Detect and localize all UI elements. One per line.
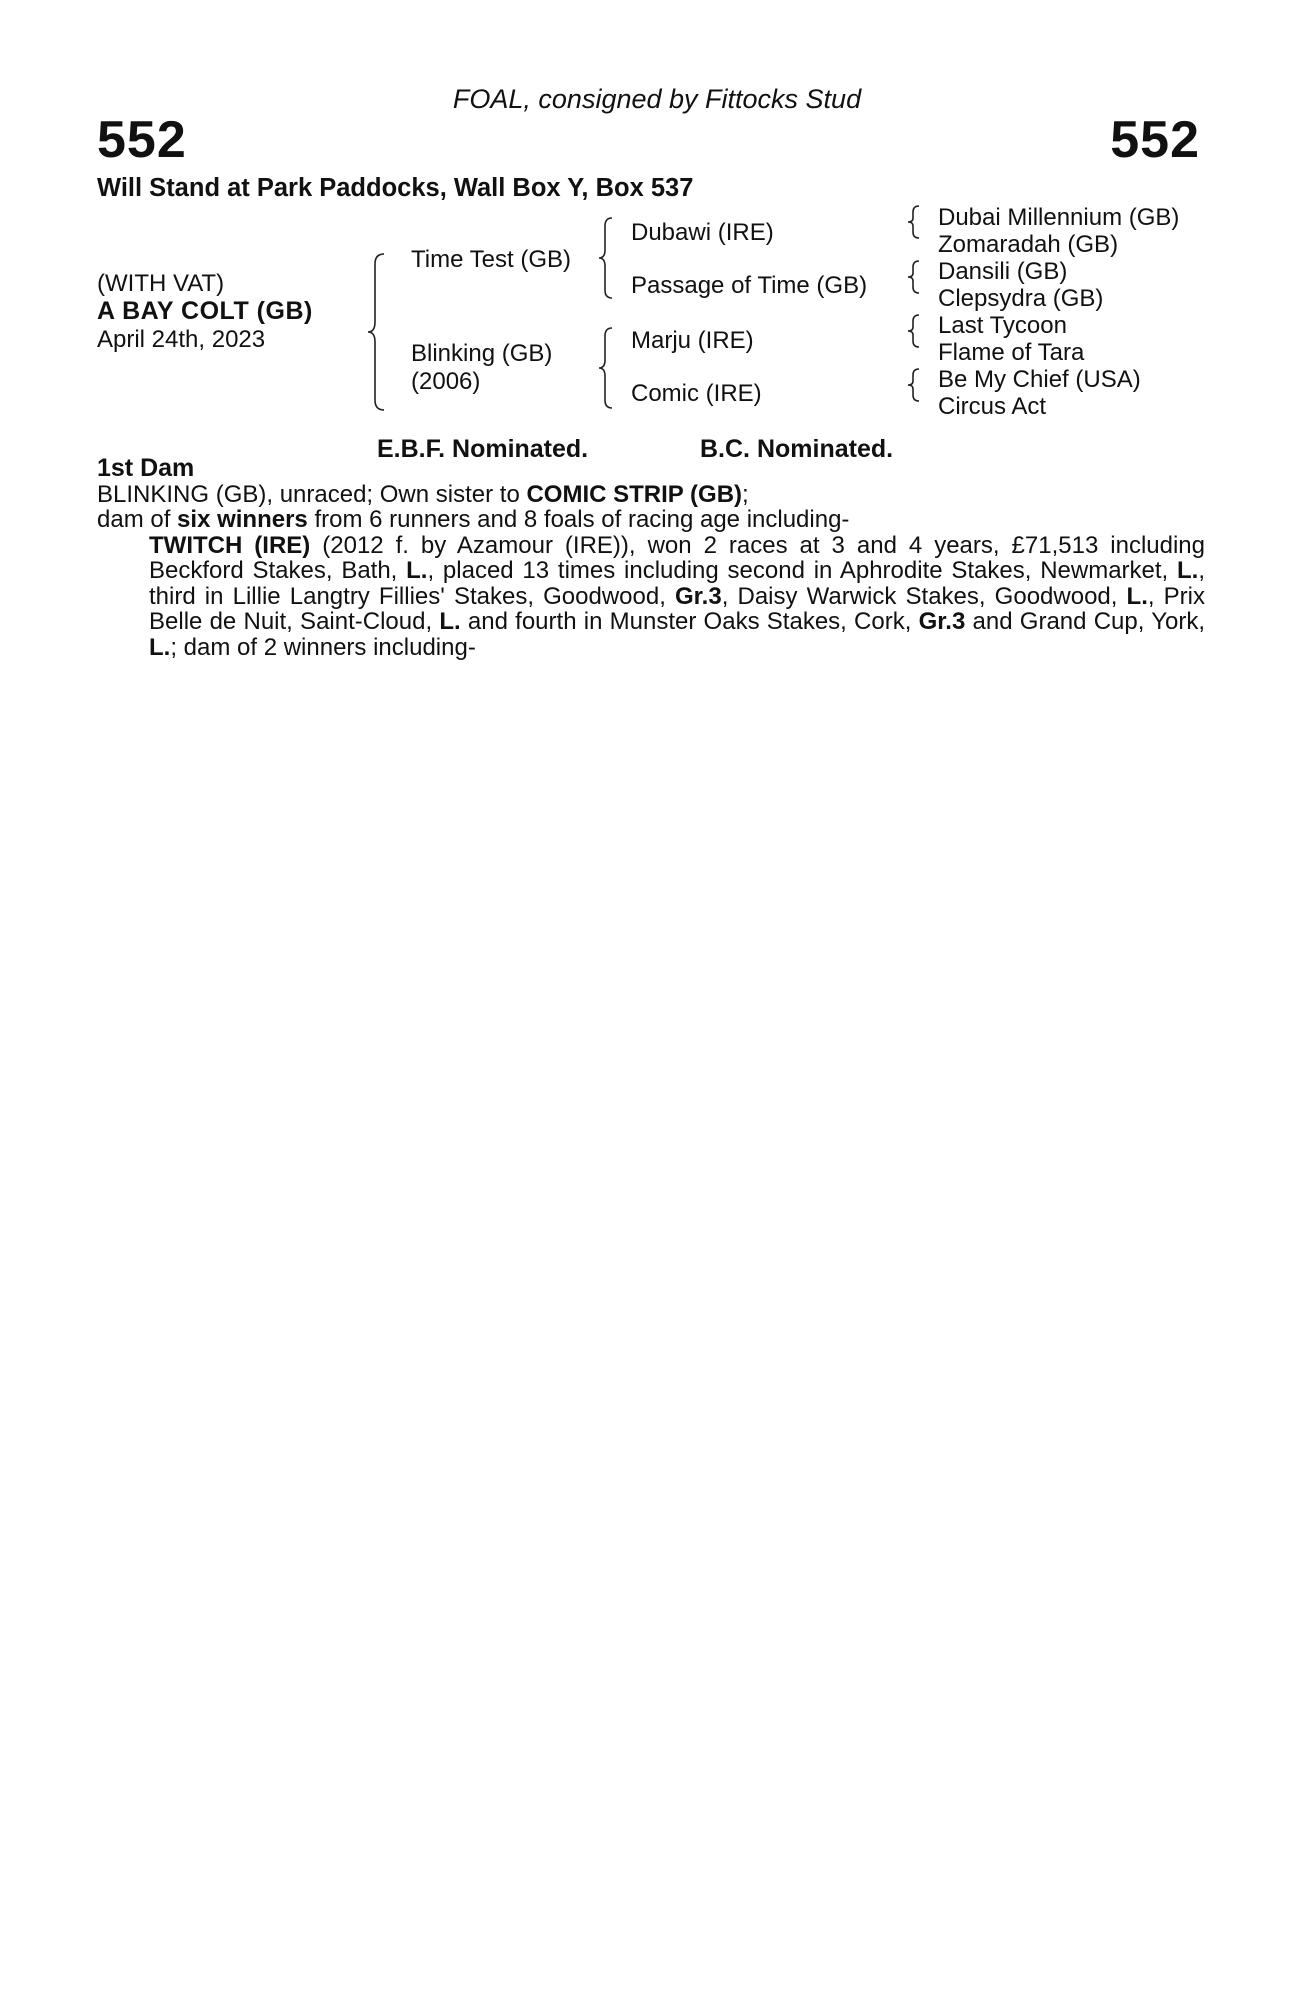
pedigree-brace-main <box>366 252 388 412</box>
pedigree-g5: Last Tycoon <box>938 312 1067 339</box>
pedigree-g7: Be My Chief (USA) <box>938 366 1141 393</box>
progeny-twitch: TWITCH (IRE) (2012 f. by Azamour (IRE)), won 2 races at 3 and 4 years, £71,513 including Beckford Stakes, Bath, L., placed 13 times including second in Aphrodite Stakes, Newmarket, L., third in Lillie Langtry Fillies' Stakes, Goodwood, Gr.3, Daisy Warwick Stakes, Goodwood, L., Prix Belle de Nuit, Saint-Cloud, L. and fourth in Munster Oaks Stakes, Cork, Gr.3 and Grand Cup, York, L.; dam of 2 winners including- <box>149 531 1206 661</box>
pedigree-brace-g1 <box>906 204 922 240</box>
bc-nomination: B.C. Nominated. <box>700 435 894 463</box>
pedigree-brace-g4 <box>906 367 922 403</box>
pedigree-dam-sire: Marju (IRE) <box>631 327 754 354</box>
pedigree-sire-dam: Passage of Time (GB) <box>631 272 868 299</box>
pedigree-brace-dam <box>597 326 615 410</box>
lot-number-left: 552 <box>97 111 187 169</box>
pedigree-sire-sire: Dubawi (IRE) <box>631 219 774 246</box>
ebf-nomination: E.B.F. Nominated. <box>377 435 589 463</box>
pedigree-g8: Circus Act <box>938 393 1047 420</box>
lot-number-right: 552 <box>1110 111 1200 169</box>
horse-description: A BAY COLT (GB) <box>97 297 313 325</box>
first-dam-winners: dam of six winners from 6 runners and 8 foals of racing age including- <box>97 506 850 533</box>
pedigree-brace-g2 <box>906 259 922 295</box>
pedigree-dam: Blinking (GB) <box>411 340 553 367</box>
pedigree-sire: Time Test (GB) <box>411 246 572 273</box>
vat-note: (WITH VAT) <box>97 270 225 297</box>
consignment-line: FOAL, consigned by Fittocks Stud <box>452 84 862 114</box>
pedigree-g4: Clepsydra (GB) <box>938 285 1104 312</box>
pedigree-dam-dam: Comic (IRE) <box>631 380 762 407</box>
foaling-date: April 24th, 2023 <box>97 326 266 353</box>
pedigree-dam-year: (2006) <box>411 368 481 395</box>
pedigree-g3: Dansili (GB) <box>938 258 1068 285</box>
pedigree-g2: Zomaradah (GB) <box>938 231 1119 258</box>
pedigree-g6: Flame of Tara <box>938 339 1085 366</box>
pedigree-brace-sire <box>597 216 615 300</box>
produce-record <box>97 456 1205 660</box>
first-dam-heading: 1st Dam <box>97 454 195 482</box>
pedigree-brace-g3 <box>906 313 922 349</box>
pedigree-g1: Dubai Millennium (GB) <box>938 204 1180 231</box>
stand-location: Will Stand at Park Paddocks, Wall Box Y, Box 537 <box>97 174 694 202</box>
first-dam-intro: BLINKING (GB), unraced; Own sister to COMIC STRIP (GB); <box>97 480 749 508</box>
